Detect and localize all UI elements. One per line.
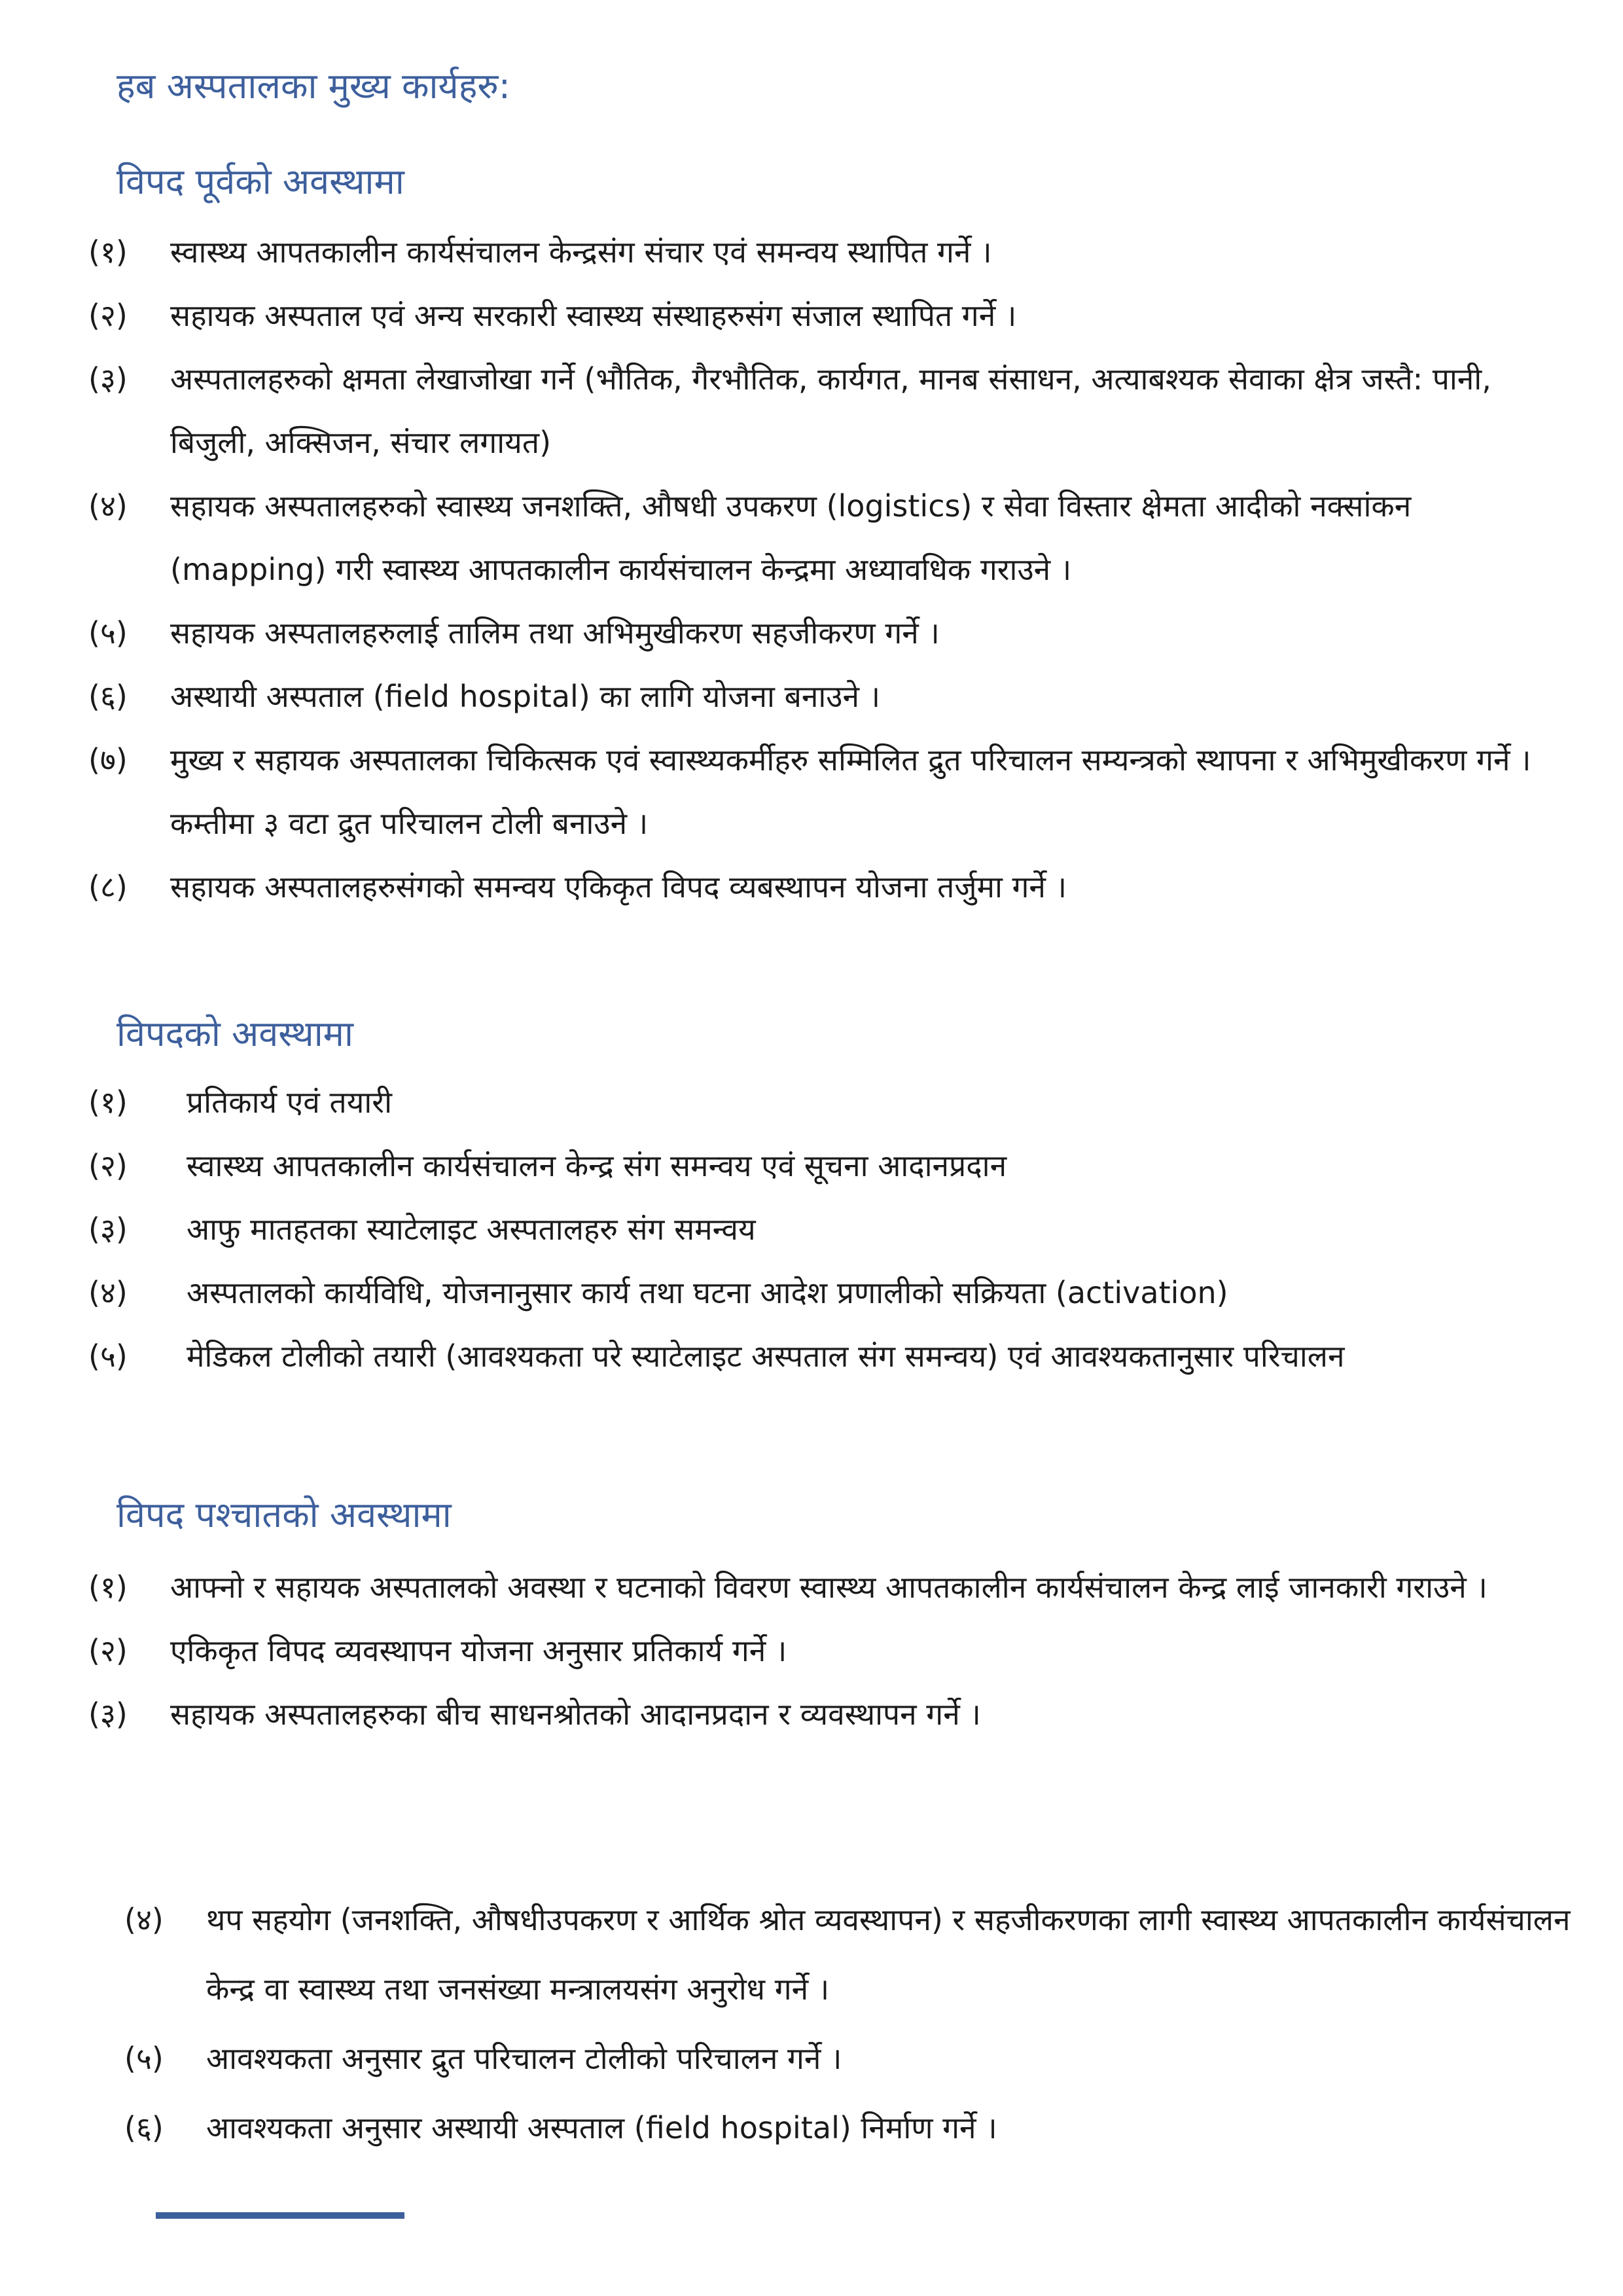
item-number: (८) [88, 869, 128, 905]
list-item [88, 475, 1558, 601]
item-number: (४) [124, 1902, 164, 1937]
item-text: एकिकृत विपद व्यवस्थापन योजना अनुसार प्रतिकार्य गर्ने । [170, 1633, 787, 1668]
item-text: मेडिकल टोलीको तयारी (आवश्यकता परे स्याटेलाइट अस्पताल संग समन्वय) एवं आवश्यकतानुसार परिचालन [187, 1338, 1345, 1374]
item-text: सहायक अस्पतालहरुको स्वास्थ्य जनशक्ति, औषधी उपकरण (logistics) र सेवा विस्तार क्षेमता आदीको नक्सांकन (mapping) गरी स्वास्थ्य आपतकालीन कार्यसंचालन केन्द्रमा अध्यावधिक गराउने । [170, 488, 1412, 587]
item-number: (४) [88, 488, 128, 524]
list-item [88, 1134, 1558, 1198]
item-number: (२) [88, 1633, 128, 1668]
list-item [88, 665, 1558, 728]
item-number: (४) [88, 1275, 128, 1310]
list-item [88, 1619, 1558, 1683]
list-item [88, 348, 1558, 475]
item-text: सहायक अस्पतालहरुका बीच साधनश्रोतको आदानप्रदान र व्यवस्थापन गर्ने । [170, 1696, 981, 1732]
item-number: (१) [88, 1085, 128, 1120]
list-item [124, 2024, 1580, 2093]
item-text: सहायक अस्पतालहरुलाई तालिम तथा अभिमुखीकरण सहजीकरण गर्ने । [170, 615, 940, 651]
section-heading-post-disaster: विपद पश्चातको अवस्थामा [116, 1494, 452, 1535]
pre-disaster-list [88, 221, 1558, 919]
item-number: (७) [88, 742, 128, 778]
cut-off-footer-rule [156, 2212, 404, 2219]
item-number: (१) [88, 1570, 128, 1605]
item-number: (२) [88, 298, 128, 333]
item-text: स्वास्थ्य आपतकालीन कार्यसंचालन केन्द्र संग समन्वय एवं सूचना आदानप्रदान [187, 1148, 1007, 1183]
item-number: (३) [88, 361, 128, 397]
list-item [88, 1556, 1558, 1619]
item-number: (३) [88, 1696, 128, 1732]
item-text: मुख्य र सहायक अस्पतालका चिकित्सक एवं स्वास्थ्यकर्मीहरु सम्मिलित द्रुत परिचालन सम्यन्त्रको स्थापना र अभिमुखीकरण गर्ने । कम्तीमा ३ वटा द्रुत परिचालन टोली बनाउने । [170, 742, 1531, 841]
during-disaster-list [88, 1071, 1558, 1388]
list-item [88, 1325, 1558, 1388]
item-text: सहायक अस्पताल एवं अन्य सरकारी स्वास्थ्य संस्थाहरुसंग संजाल स्थापित गर्ने । [170, 298, 1017, 333]
post-disaster-list-continued [124, 1885, 1580, 2162]
list-item [88, 1198, 1558, 1261]
item-text: थप सहयोग (जनशक्ति, औषधीउपकरण र आर्थिक श्रोत व्यवस्थापन) र सहजीकरणका लागी स्वास्थ्य आपतकालीन कार्यसंचालन केन्द्र वा स्वास्थ्य तथा जनसंख्या मन्त्रालयसंग अनुरोध गर्ने । [206, 1902, 1571, 2007]
list-item [88, 855, 1558, 919]
list-item [124, 2093, 1580, 2162]
section-heading-pre-disaster: विपद पूर्वको अवस्थामा [116, 161, 404, 202]
item-number: (१) [88, 234, 128, 270]
item-number: (५) [88, 615, 128, 651]
item-number: (६) [124, 2110, 164, 2145]
item-text: प्रतिकार्य एवं तयारी [187, 1085, 393, 1120]
list-item [124, 1885, 1580, 2024]
list-item [88, 1071, 1558, 1134]
item-text: अस्पतालहरुको क्षमता लेखाजोखा गर्ने (भौतिक, गैरभौतिक, कार्यगत, मानब संसाधन, अत्याबश्यक सेवाका क्षेत्र जस्तै: पानी, बिजुली, अक्सिजन, संचार लगायत) [170, 361, 1491, 460]
item-text: आवश्यकता अनुसार द्रुत परिचालन टोलीको परिचालन गर्ने । [206, 2041, 842, 2076]
item-text: अस्थायी अस्पताल (field hospital) का लागि योजना बनाउने । [170, 679, 881, 714]
item-number: (३) [88, 1211, 128, 1247]
item-text: स्वास्थ्य आपतकालीन कार्यसंचालन केन्द्रसंग संचार एवं समन्वय स्थापित गर्ने । [170, 234, 992, 270]
item-number: (५) [124, 2041, 164, 2076]
list-item [88, 601, 1558, 665]
list-item [88, 1683, 1558, 1746]
item-number: (२) [88, 1148, 128, 1183]
list-item [88, 221, 1558, 284]
list-item [88, 284, 1558, 348]
item-text: आफ्नो र सहायक अस्पतालको अवस्था र घटनाको विवरण स्वास्थ्य आपतकालीन कार्यसंचालन केन्द्र लाई जानकारी गराउने । [170, 1570, 1488, 1605]
item-text: सहायक अस्पतालहरुसंगको समन्वय एकिकृत विपद व्यबस्थापन योजना तर्जुमा गर्ने । [170, 869, 1067, 905]
section-heading-during-disaster: विपदको अवस्थामा [116, 1013, 353, 1054]
item-text: अस्पतालको कार्यविधि, योजनानुसार कार्य तथा घटना आदेश प्रणालीको सक्रियता (activation) [187, 1275, 1228, 1310]
item-number: (५) [88, 1338, 128, 1374]
post-disaster-list [88, 1556, 1558, 1746]
list-item [88, 1261, 1558, 1325]
item-text: आफु मातहतका स्याटेलाइट अस्पतालहरु संग समन्वय [187, 1211, 756, 1247]
item-number: (६) [88, 679, 128, 714]
page-title: हब अस्पतालका मुख्य कार्यहरु: [116, 65, 510, 107]
list-item [88, 728, 1558, 855]
item-text: आवश्यकता अनुसार अस्थायी अस्पताल (field hospital) निर्माण गर्ने । [206, 2110, 997, 2145]
